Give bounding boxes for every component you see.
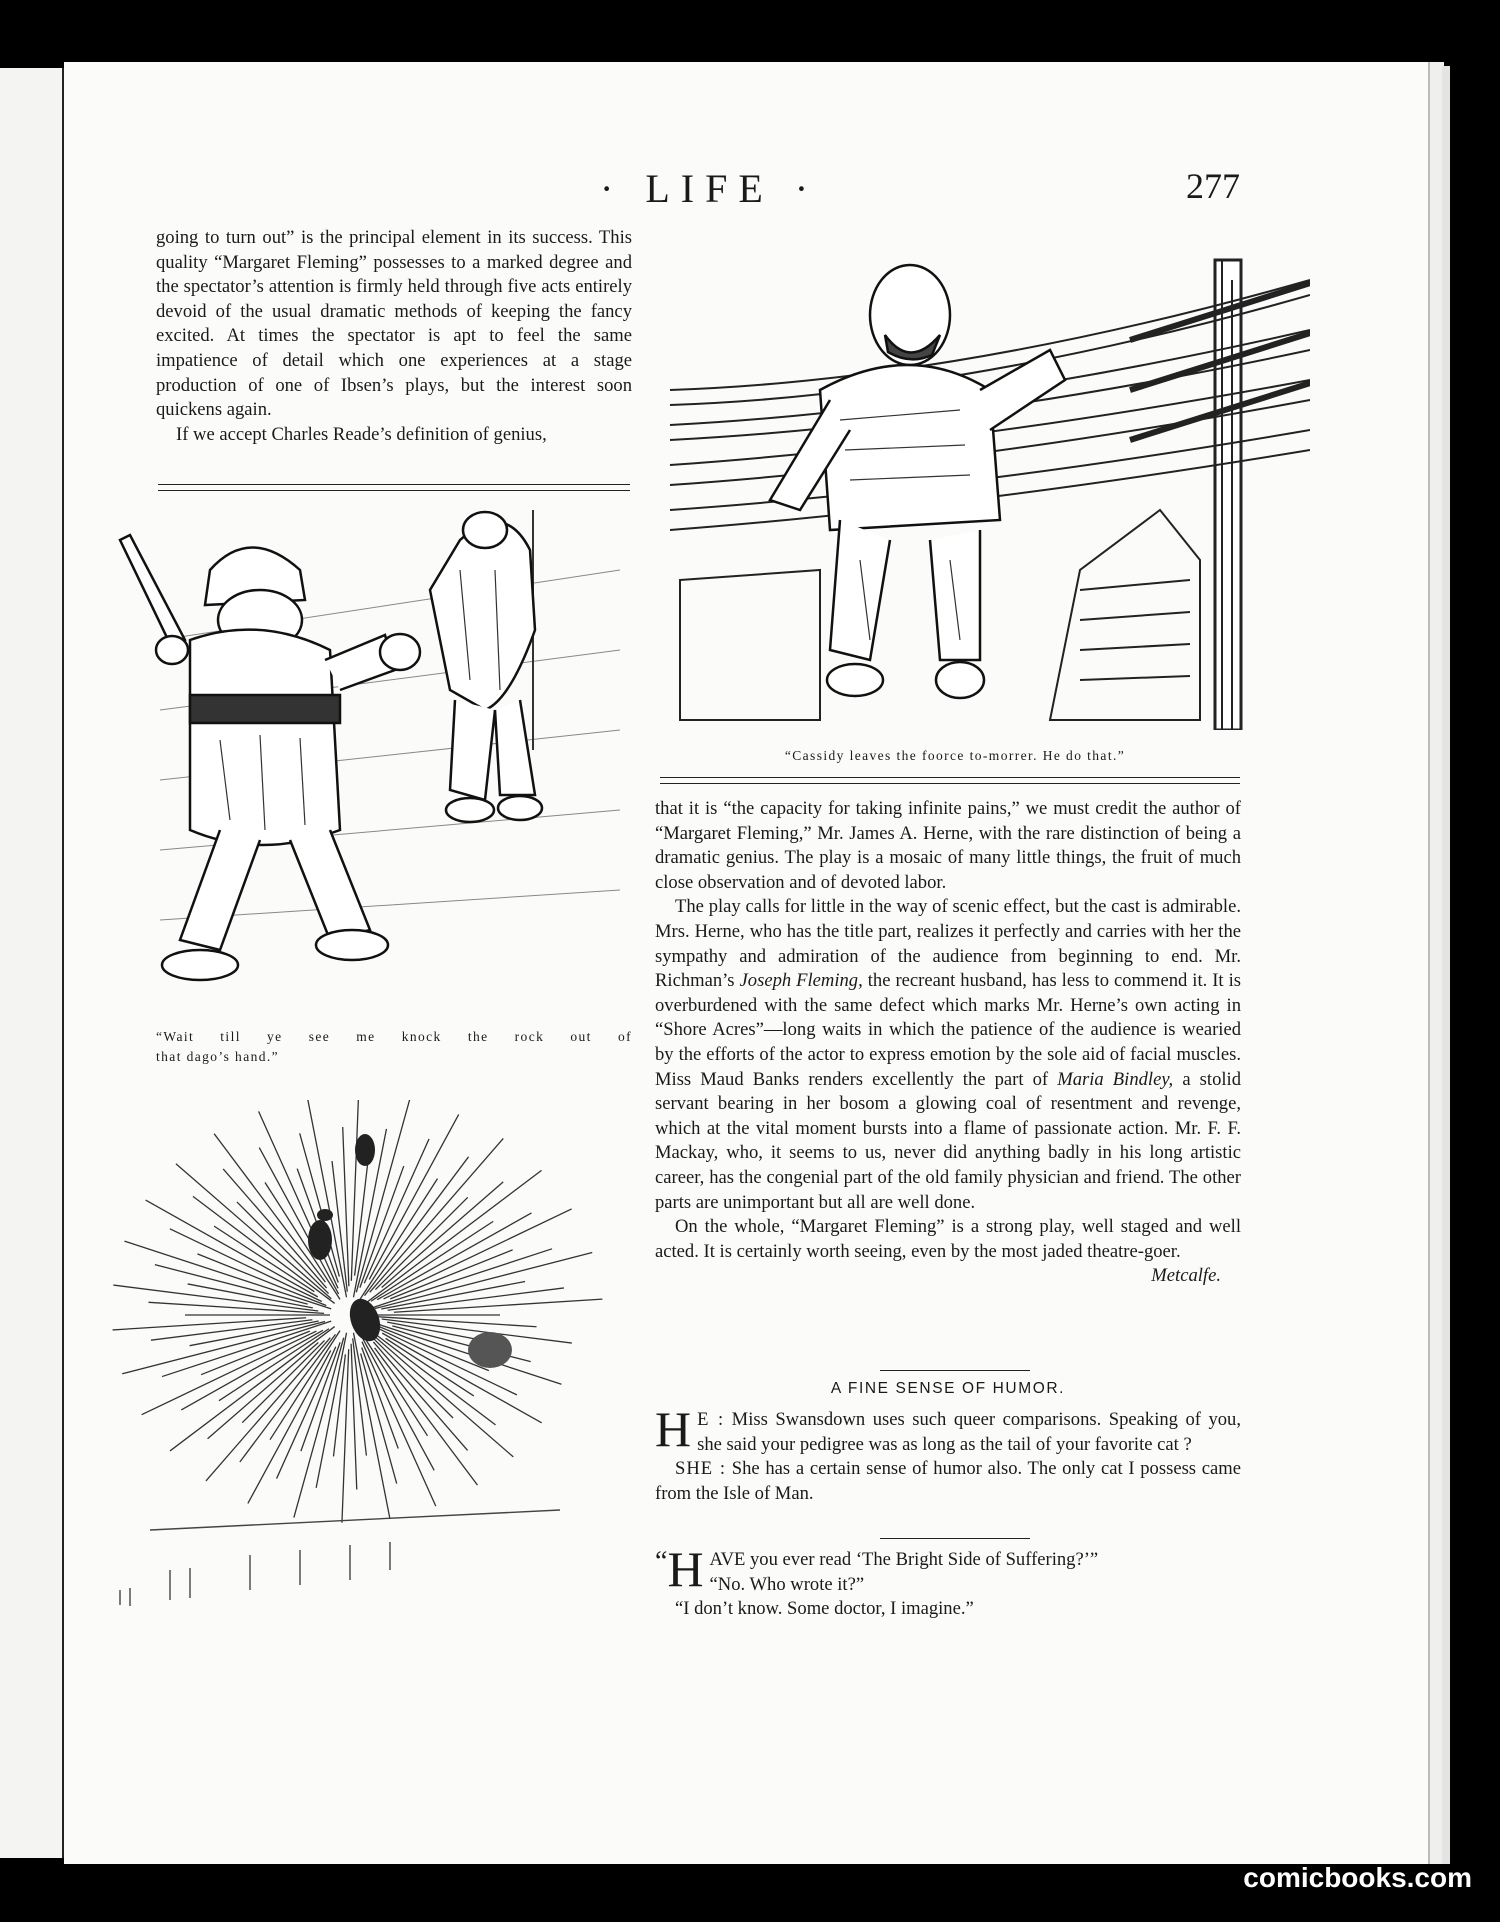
page-number: 277 (1186, 166, 1240, 206)
role-name: Joseph Fleming, (739, 970, 863, 992)
review-text (655, 797, 1241, 1289)
facing-page-edge (0, 68, 65, 1858)
paragraph: If we accept Charles Reade’s definition of genius, (176, 423, 547, 445)
paragraph (655, 895, 1241, 1215)
short-rule (880, 1538, 1030, 1539)
paragraph (655, 1215, 1241, 1287)
dialogue-text: Miss Swansdown uses such queer comparisons. Speaking of you, she said your pedigree was as long as the tail of your favorite cat ? (697, 1409, 1241, 1455)
paragraph: that it is “the capacity for taking infinite pains,” we must credit the author of “Margaret Fleming,” Mr. James A. Herne, with the rare distinction of being a dramatic genius. The play is a mosaic of many little things, the fruit of much close observation and of devoted labor. (655, 798, 1241, 893)
dialogue-she (655, 1457, 1241, 1506)
dialogue-text: She has a certain sense of humor also. The only cat I possess came from the Isle of Man. (655, 1458, 1241, 1504)
speaker-label: SHE : (675, 1458, 727, 1480)
humor-dialogue (655, 1401, 1241, 1506)
text-run: On the whole, “Margaret Fleming” is a strong play, well staged and well acted. It is certainly worth seeing, even by the most jaded theatre-goer. (655, 1216, 1241, 1262)
author-signature: Metcalfe. (1151, 1265, 1221, 1287)
joke-block (655, 1541, 1241, 1622)
paragraph: going to turn out” is the principal element in its success. This quality “Margaret Fleming” possesses to a marked degree and the spectator’s attention is firmly held through five acts entirely devoid of the usual dramatic methods of keeping the fancy excited. At times the spectator is apt to feel the same impatience of detail which one experiences at a stage production of one of Ibsen’s plays, but the interest soon quickens again. (156, 227, 632, 421)
dialogue-he (655, 1401, 1241, 1457)
joke-text: “No. Who wrote it?” (709, 1573, 865, 1595)
watermark: comicbooks.com (1243, 1862, 1472, 1893)
text-run: a stolid servant bearing in her bosom a glowing coal of resentment and revenge, which at the vital moment bursts into a flame of passionate action. Mr. F. F. Mackay, who, it seems to us, never did anything badly in his long artistic career, has the congenial part of the old family physician and friend. The other parts are unimportant but all are well done. (655, 1068, 1242, 1213)
humor-heading: A FINE SENSE OF HUMOR. (830, 1380, 1066, 1397)
caption-line: that dago’s hand.” (156, 1049, 280, 1064)
joke-line: “I don’t know. Some doctor, I imagine.” (675, 1598, 974, 1620)
joke-text: AVE you ever read ‘The Bright Side of Suffering?’” (709, 1549, 1099, 1570)
explosion-illustration (60, 1100, 630, 1620)
double-rule (660, 777, 1240, 784)
text-run: The play calls for little in the way of scenic effect, but the cast is admirable. Mrs. Herne, who has the title part, realizes it perfectly and carries with her the sympathy and admiration of the audience from beginning to end. Mr. Richman’s (655, 896, 1241, 992)
speaker-label: E : (697, 1409, 725, 1430)
left-column-text (156, 226, 632, 447)
drop-cap: H (667, 1541, 704, 1597)
short-rule (880, 1370, 1030, 1371)
joke-line (655, 1541, 1241, 1597)
wire-illustration-caption: “Cassidy leaves the foorce to-morrer. He do that.” (784, 748, 1126, 763)
role-name: Maria Bindley, (1057, 1068, 1174, 1090)
open-quote: “ (655, 1546, 668, 1577)
page-edge-shadow (1442, 66, 1450, 1864)
policeman-caption (156, 1027, 632, 1067)
masthead: · LIFE · (600, 166, 820, 211)
drop-cap: H (655, 1401, 692, 1457)
wire-lineman-illustration (660, 240, 1310, 730)
text-run: the recreant husband, has less to commend it. It is overburdened with the same defect which marks Mr. Herne’s own acting in “Shore Acres”—long waits in which the patience of the audience is wearied by the efforts of the actor to express emotion by the sole aid of facial muscles. Miss Maud Banks renders excellently the part of (655, 970, 1241, 1090)
caption-line: “Wait till ye see me knock the rock out of (156, 1029, 632, 1044)
double-rule (158, 484, 630, 491)
policeman-illustration (100, 510, 640, 1010)
